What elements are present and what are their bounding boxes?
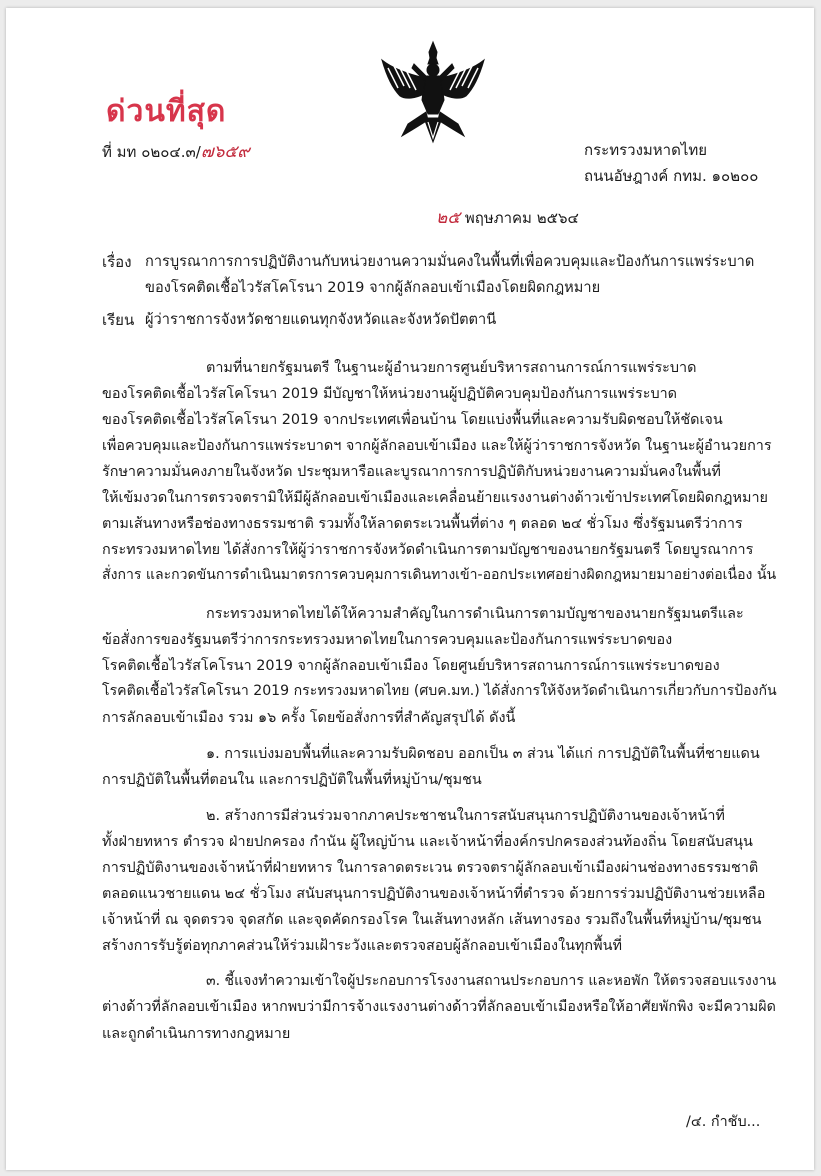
garuda-emblem-icon xyxy=(378,38,488,148)
body-line: ๑. การแบ่งมอบพื้นที่และความรับผิดชอบ ออกเป็น ๓ ส่วน ได้แก่ การปฏิบัติในพื้นที่ชายแดน xyxy=(206,746,760,762)
body-line: โรคติดเชื้อไวรัสโคโรนา 2019 กระทรวงมหาดไทย (ศบค.มท.) ได้สั่งการให้จังหวัดดำเนินการเกี่ยวกับการป้องกัน xyxy=(102,683,777,699)
body-line: การลักลอบเข้าเมือง รวม ๑๖ ครั้ง โดยข้อสั่งการที่สำคัญสรุปได้ ดังนี้ xyxy=(102,710,516,726)
addressee-text: ผู้ว่าราชการจังหวัดชายแดนทุกจังหวัดและจังหวัดปัตตานี xyxy=(145,311,497,328)
urgency-stamp: ด่วนที่สุด xyxy=(106,94,227,129)
body-line: ๒. สร้างการมีส่วนร่วมจากภาคประชาชนในการสนับสนุนการปฏิบัติงานของเจ้าหน้าที่ xyxy=(206,808,725,824)
subject-line-2: ของโรคติดเชื้อไวรัสโคโรนา 2019 จากผู้ลักลอบเข้าเมืองโดยผิดกฎหมาย xyxy=(145,279,601,296)
addressee-label: เรียน xyxy=(102,311,135,329)
body-line: ของโรคติดเชื้อไวรัสโคโรนา 2019 มีบัญชาให้หน่วยงานผู้ปฏิบัติควบคุมป้องกันการแพร่ระบาด xyxy=(102,386,678,402)
body-line: ตามที่นายกรัฐมนตรี ในฐานะผู้อำนวยการศูนย์บริหารสถานการณ์การแพร่ระบาด xyxy=(206,360,697,376)
body-line: การปฏิบัติในพื้นที่ตอนใน และการปฏิบัติในพื้นที่หมู่บ้าน/ชุมชน xyxy=(102,772,482,788)
body-line: การปฏิบัติงานของเจ้าหน้าที่ฝ่ายทหาร ในการลาดตระเวน ตรวจตราผู้ลักลอบเข้าเมืองผ่านช่องทางธรรมชาติ xyxy=(102,860,759,876)
body-line: ๓. ชี้แจงทำความเข้าใจผู้ประกอบการโรงงานสถานประกอบการ และหอพัก ให้ตรวจสอบแรงงาน xyxy=(206,973,777,989)
body-line: เพื่อควบคุมและป้องกันการแพร่ระบาดฯ จากผู้ลักลอบเข้าเมือง และให้ผู้ว่าราชการจังหวัด ในฐานะผู้อำนวยการ xyxy=(102,438,772,454)
body-line: รักษาความมั่นคงภายในจังหวัด ประชุมหารือและบูรณาการการปฏิบัติกับหน่วยงานความมั่นคงในพื้นที่ xyxy=(102,464,721,480)
date-day-handwritten: ๒๕ xyxy=(436,208,461,228)
ministry-address: ถนนอัษฎางค์ กทม. ๑๐๒๐๐ xyxy=(584,167,759,185)
body-line: สั่งการ และกวดขันการดำเนินมาตรการควบคุมการเดินทางเข้า-ออกประเทศอย่างผิดกฎหมายมาอย่างต่อเนื่อง นั้น xyxy=(102,567,777,583)
body-line: ทั้งฝ่ายทหาร ตำรวจ ฝ่ายปกครอง กำนัน ผู้ใหญ่บ้าน และเจ้าหน้าที่องค์กรปกครองส่วนท้องถิ่น โดยสนับสนุน xyxy=(102,834,753,850)
body-line: โรคติดเชื้อไวรัสโคโรนา 2019 จากผู้ลักลอบเข้าเมือง โดยศูนย์บริหารสถานการณ์การแพร่ระบาดของ xyxy=(102,658,720,674)
body-line: สร้างการรับรู้ต่อทุกภาคส่วนให้ร่วมเฝ้าระวังและตรวจสอบผู้ลักลอบเข้าเมืองในทุกพื้นที่ xyxy=(102,938,622,954)
document-number-prefix: ที่ มท ๐๒๐๔.๓/ xyxy=(102,143,201,161)
body-line: และถูกดำเนินการทางกฎหมาย xyxy=(102,1026,291,1042)
document-number-handwritten: ๗๖๕๙ xyxy=(200,142,250,162)
document-date xyxy=(436,204,579,231)
ministry-name: กระทรวงมหาดไทย xyxy=(584,141,708,159)
body-line: ของโรคติดเชื้อไวรัสโคโรนา 2019 จากประเทศเพื่อนบ้าน โดยแบ่งพื้นที่และความรับผิดชอบให้ชัดเจน xyxy=(102,412,723,428)
body-line: กระทรวงมหาดไทย ได้สั่งการให้ผู้ว่าราชการจังหวัดดำเนินการตามบัญชาของนายกรัฐมนตรี โดยบูรณาการ xyxy=(102,542,754,558)
body-line: ตามเส้นทางหรือช่องทางธรรมชาติ รวมทั้งให้ลาดตระเวนพื้นที่ต่าง ๆ ตลอด ๒๔ ชั่วโมง ซึ่งรัฐมนตรีว่าการ xyxy=(102,516,743,532)
subject-line-1: การบูรณาการการปฏิบัติงานกับหน่วยงานความมั่นคงในพื้นที่เพื่อควบคุมและป้องกันการแพร่ระบาด xyxy=(145,253,755,270)
body-line: เจ้าหน้าที่ ณ จุดตรวจ จุดสกัด และจุดคัดกรองโรค ในเส้นทางหลัก เส้นทางรอง รวมถึงในพื้นที่หมู่บ้าน/ชุมชน xyxy=(102,912,762,928)
body-line: กระทรวงมหาดไทยได้ให้ความสำคัญในการดำเนินการตามบัญชาของนายกรัฐมนตรีและ xyxy=(206,606,744,622)
body-line: ข้อสั่งการของรัฐมนตรีว่าการกระทรวงมหาดไทยในการควบคุมและป้องกันการแพร่ระบาดของ xyxy=(102,632,673,648)
subject-label: เรื่อง xyxy=(102,253,132,271)
body-line: ต่างด้าวที่ลักลอบเข้าเมือง หากพบว่ามีการจ้างแรงงานต่างด้าวที่ลักลอบเข้าเมืองหรือให้อาศัยพักพิง จะมีความผิด xyxy=(102,999,776,1015)
body-line: ตลอดแนวชายแดน ๒๔ ชั่วโมง สนับสนุนการปฏิบัติงานของเจ้าหน้าที่ตำรวจ ด้วยการร่วมปฏิบัติงานช่วยเหลือ xyxy=(102,886,766,902)
date-month-year: พฤษภาคม ๒๕๖๔ xyxy=(460,209,579,227)
continuation-marker: /๔. กำชับ... xyxy=(686,1114,761,1130)
document-number xyxy=(102,138,250,165)
body-line: ให้เข้มงวดในการตรวจตรามิให้มีผู้ลักลอบเข้าเมืองและเคลื่อนย้ายแรงงานต่างด้าวเข้าประเทศโดยผิดกฎหมาย xyxy=(102,490,768,506)
document-page xyxy=(6,8,814,1170)
